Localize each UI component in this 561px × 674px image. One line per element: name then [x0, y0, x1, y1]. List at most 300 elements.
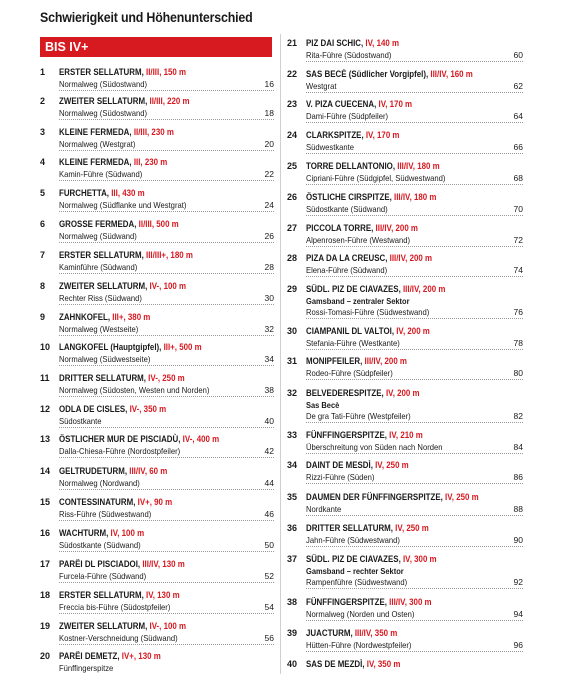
- route-line: [306, 472, 523, 484]
- entry-heading: [59, 96, 248, 108]
- entry-heading: [306, 161, 497, 173]
- grade-height: IV, 140 m: [365, 38, 400, 48]
- separator: ,: [159, 342, 164, 352]
- peak-name: FURCHETTA: [59, 188, 107, 198]
- separator: ,: [389, 192, 395, 202]
- grade-height: III, 230 m: [133, 157, 168, 167]
- route-line: [59, 446, 274, 458]
- page-number: 86: [513, 472, 523, 482]
- route-name: Kostner-Verschneidung (Südwand): [59, 633, 178, 643]
- entry-body: [59, 157, 274, 181]
- route-line: [59, 200, 274, 212]
- entry-heading: [59, 559, 248, 571]
- peak-name: KLEINE FERMEDA: [59, 157, 130, 167]
- separator: ,: [370, 460, 376, 470]
- entry-body: [306, 326, 523, 350]
- entry-number: 7: [40, 250, 46, 260]
- peak-name: ERSTER SELLATURM: [59, 67, 142, 77]
- entry-number: 37: [287, 554, 298, 564]
- page-number: 60: [513, 50, 523, 60]
- route-name: Elena-Führe (Südwand): [306, 265, 388, 275]
- route-name: Alpenrosen-Führe (Westwand): [306, 235, 411, 245]
- page-number: 20: [264, 139, 274, 149]
- peak-name: DAUMEN DER FÜNFFINGERSPITZE: [306, 492, 441, 502]
- peak-name: ÖSTLICHER MUR DE PISCIADÙ: [59, 434, 179, 444]
- page-number: 64: [513, 111, 523, 121]
- column-divider: [280, 34, 281, 674]
- entry-number: 34: [287, 460, 298, 470]
- separator: ,: [440, 492, 446, 502]
- peak-name: CONTESSINATURM: [59, 497, 134, 507]
- entry-heading: [59, 590, 248, 602]
- route-name: Normalweg (Südwand): [59, 231, 137, 241]
- peak-name: SÜDL. PIZ DE CIAVAZES: [306, 284, 399, 294]
- entry-number: 1: [40, 67, 46, 77]
- grade-height: II/III, 500 m: [138, 219, 179, 229]
- separator: ,: [381, 388, 386, 398]
- entry-heading: [59, 528, 248, 540]
- entry-heading: [59, 373, 248, 385]
- entry-number: 12: [40, 404, 51, 414]
- route-line: [306, 235, 523, 247]
- separator: ,: [374, 99, 379, 109]
- entry-number: 30: [287, 326, 298, 336]
- entry-number: 3: [40, 127, 46, 137]
- grade-height: IV-, 250 m: [148, 373, 185, 383]
- entry-body: [59, 312, 274, 336]
- separator: ,: [350, 628, 355, 638]
- route-line: [306, 81, 523, 93]
- peak-name: PICCOLA TORRE: [306, 223, 372, 233]
- entry-heading: [306, 69, 497, 81]
- entry-number: 27: [287, 223, 298, 233]
- page-number: 52: [264, 571, 274, 581]
- peak-name: V. PIZA CUECENA: [306, 99, 375, 109]
- separator: ,: [361, 130, 366, 140]
- entry-body: [306, 597, 523, 621]
- entry-number: 9: [40, 312, 46, 322]
- entry-body: [59, 497, 274, 521]
- page-number: 90: [513, 535, 523, 545]
- route-line: [306, 50, 523, 62]
- route-name: Südostkante: [59, 416, 102, 426]
- peak-name: CIAMPANIL DL VALTOI: [306, 326, 392, 336]
- separator: ,: [385, 253, 390, 263]
- route-name: Normalweg (Südosten, Westen und Norden): [59, 385, 210, 395]
- route-line: [306, 173, 523, 185]
- peak-name: SAS DE MEZDÌ: [306, 659, 363, 669]
- peak-name: MONIPFEILER: [306, 356, 361, 366]
- route-line: [306, 265, 523, 277]
- grade-height: IV, 100 m: [110, 528, 145, 538]
- separator: ,: [106, 528, 111, 538]
- route-line: [59, 478, 274, 490]
- peak-name: ÖSTLICHE CIRSPITZE: [306, 192, 390, 202]
- page-number: 68: [513, 173, 523, 183]
- entry-subtitle: Gamsband – rechter Sektor: [306, 566, 404, 576]
- entry-heading: [59, 434, 248, 446]
- entry-body: [59, 188, 274, 212]
- entry-number: 15: [40, 497, 51, 507]
- entry-body: [306, 356, 523, 380]
- grade-height: IV, 250 m: [445, 492, 479, 502]
- route-name: Fünffingerspitze: [59, 663, 114, 673]
- grade-height: IV, 250 m: [395, 523, 429, 533]
- peak-name: PIZ DAI SCHIC: [306, 38, 362, 48]
- grade-height: III/IV, 180 m: [397, 161, 440, 171]
- separator: ,: [425, 69, 431, 79]
- entry-body: [306, 284, 523, 319]
- entry-body: [306, 192, 523, 216]
- route-line: [306, 307, 523, 319]
- route-name: Hütten-Führe (Nordwestpfeiler): [306, 640, 412, 650]
- entry-number: 40: [287, 659, 298, 669]
- route-name: Rossi-Tomasi-Führe (Südwestwand): [306, 307, 430, 317]
- route-name: Kamin-Führe (Südwand): [59, 169, 143, 179]
- entry-body: [59, 67, 274, 91]
- entry-body: [306, 523, 523, 547]
- route-name: Dami-Führe (Südpfeiler): [306, 111, 389, 121]
- separator: ,: [133, 497, 138, 507]
- grade-height: III/IV, 200 m: [364, 356, 407, 366]
- page-number: 84: [513, 442, 523, 452]
- page-number: 92: [513, 577, 523, 587]
- entry-heading: [306, 460, 497, 472]
- grade-height: IV, 170 m: [378, 99, 413, 109]
- separator: ,: [124, 466, 130, 476]
- page-number: 96: [513, 640, 523, 650]
- entry-body: [59, 559, 274, 583]
- entry-heading: [59, 466, 248, 478]
- route-name: Südostkante (Südwand): [306, 204, 388, 214]
- route-line: [306, 640, 523, 652]
- separator: ,: [145, 281, 150, 291]
- peak-name: SAS BECÈ (Südlicher Vorgipfel): [306, 69, 426, 79]
- route-name: Normalweg (Südostwand): [59, 108, 148, 118]
- route-name: Überschreitung von Süden nach Norden: [306, 442, 443, 452]
- separator: ,: [117, 651, 122, 661]
- entry-body: [306, 554, 523, 589]
- peak-name: ODLA DE CISLES: [59, 404, 126, 414]
- grade-height: III/IV, 200 m: [389, 253, 433, 263]
- entry-number: 10: [40, 342, 51, 352]
- entry-number: 21: [287, 38, 298, 48]
- route-name: Jahn-Führe (Südwestwand): [306, 535, 400, 545]
- separator: ,: [134, 219, 139, 229]
- entry-number: 29: [287, 284, 298, 294]
- page-number: 30: [264, 293, 274, 303]
- separator: ,: [129, 157, 134, 167]
- separator: ,: [141, 590, 146, 600]
- separator: ,: [392, 161, 398, 171]
- entry-body: [59, 434, 274, 458]
- entry-heading: [306, 130, 497, 142]
- peak-name: SÜDL. PIZ DE CIAVAZES: [306, 554, 399, 564]
- route-line: [59, 139, 274, 151]
- route-line: [306, 204, 523, 216]
- entry-heading: [59, 404, 248, 416]
- entry-number: 5: [40, 188, 46, 198]
- page-number: 46: [264, 509, 274, 519]
- grade-height: III/IV, 130 m: [142, 559, 185, 569]
- route-name: Rita-Führe (Südostwand): [306, 50, 392, 60]
- entry-number: 13: [40, 434, 51, 444]
- peak-name: ERSTER SELLATURM: [59, 250, 142, 260]
- entry-body: [306, 99, 523, 123]
- route-name: Westgrat: [306, 81, 337, 91]
- entry-number: 17: [40, 559, 51, 569]
- page-number: 26: [264, 231, 274, 241]
- route-line: [59, 385, 274, 397]
- entry-number: 32: [287, 388, 298, 398]
- route-line: [59, 663, 274, 674]
- peak-name: CLARKSPITZE: [306, 130, 362, 140]
- entry-number: 4: [40, 157, 46, 167]
- entry-body: [59, 528, 274, 552]
- route-name: Normalweg (Westseite): [59, 324, 139, 334]
- route-name: Rampenführe (Südwestwand): [306, 577, 408, 587]
- grade-height: IV, 200 m: [396, 326, 430, 336]
- peak-name: PARËI DEMETZ: [59, 651, 118, 661]
- page-number: 80: [513, 368, 523, 378]
- route-line: [59, 231, 274, 243]
- route-name: Normalweg (Nordwand): [59, 478, 140, 488]
- route-line: [306, 442, 523, 454]
- peak-name: TORRE DELLANTONIO: [306, 161, 393, 171]
- entry-number: 16: [40, 528, 51, 538]
- grade-height: III/IV, 200 m: [402, 284, 446, 294]
- entry-body: [59, 590, 274, 614]
- grade-height: IV, 170 m: [365, 130, 400, 140]
- entry-number: 36: [287, 523, 298, 533]
- peak-name: JUACTURM: [306, 628, 351, 638]
- entry-heading: [59, 651, 248, 663]
- grade-height: IV, 210 m: [389, 430, 423, 440]
- peak-name: GELTRUDETURM: [59, 466, 125, 476]
- entry-body: [59, 281, 274, 305]
- route-name: Riss-Führe (Südwestwand): [59, 509, 152, 519]
- separator: ,: [137, 559, 143, 569]
- entry-number: 18: [40, 590, 51, 600]
- grade-height: III+, 380 m: [112, 312, 151, 322]
- entry-body: [306, 130, 523, 154]
- separator: ,: [141, 250, 146, 260]
- entry-number: 23: [287, 99, 298, 109]
- peak-name: ZAHNKOFEL: [59, 312, 108, 322]
- peak-name: DAINT DE MESDÌ: [306, 460, 371, 470]
- route-line: [59, 293, 274, 305]
- entry-heading: [306, 659, 497, 671]
- peak-name: ZWEITER SELLATURM: [59, 281, 146, 291]
- separator: ,: [384, 430, 390, 440]
- route-name: Rodeo-Führe (Südpfeiler): [306, 368, 393, 378]
- entry-heading: [306, 492, 497, 504]
- peak-name: LANGKOFEL (Hauptgipfel): [59, 342, 160, 352]
- entry-heading: [59, 342, 248, 354]
- grade-height: IV-, 400 m: [182, 434, 220, 444]
- route-name: De gra Tati-Führe (Westpfeiler): [306, 411, 411, 421]
- separator: ,: [384, 597, 390, 607]
- peak-name: KLEINE FERMEDA: [59, 127, 130, 137]
- page-number: 16: [264, 79, 274, 89]
- grade-height: IV+, 130 m: [121, 651, 161, 661]
- page-number: 34: [264, 354, 274, 364]
- route-name: Kaminführe (Südwand): [59, 262, 138, 272]
- route-line: [59, 633, 274, 645]
- peak-name: PARËI DL PISCIADOI: [59, 559, 138, 569]
- route-name: Normalweg (Südwestseite): [59, 354, 151, 364]
- entry-heading: [59, 497, 248, 509]
- route-name: Normalweg (Westgrat): [59, 139, 136, 149]
- page-number: 18: [264, 108, 274, 118]
- route-name: Normalweg (Südflanke und Westgrat): [59, 200, 187, 210]
- entry-body: [306, 161, 523, 185]
- route-line: [306, 535, 523, 547]
- route-line: [59, 108, 274, 120]
- page-number: 32: [264, 324, 274, 334]
- separator: ,: [145, 621, 150, 631]
- grade-height: III/IV, 60 m: [129, 466, 168, 476]
- entry-body: [306, 38, 523, 62]
- entry-heading: [59, 312, 248, 324]
- entry-heading: [306, 99, 497, 111]
- route-line: [306, 142, 523, 154]
- entry-heading: [59, 157, 248, 169]
- route-name: Nordkante: [306, 504, 342, 514]
- peak-name: ZWEITER SELLATURM: [59, 621, 146, 631]
- page-title: Schwierigkeit und Höhenunterschied: [40, 10, 253, 25]
- grade-height: IV, 350 m: [366, 659, 401, 669]
- route-line: [306, 577, 523, 589]
- grade-height: III/IV, 160 m: [430, 69, 473, 79]
- route-name: Rechter Riss (Südwand): [59, 293, 142, 303]
- page-number: 78: [513, 338, 523, 348]
- grade-height: III/IV, 300 m: [389, 597, 432, 607]
- entry-number: 8: [40, 281, 46, 291]
- separator: ,: [360, 356, 365, 366]
- entry-number: 33: [287, 430, 298, 440]
- page-number: 88: [513, 504, 523, 514]
- page-number: 54: [264, 602, 274, 612]
- page-number: 38: [264, 385, 274, 395]
- entry-heading: [306, 284, 497, 296]
- entry-body: [306, 253, 523, 277]
- entry-heading: [306, 388, 497, 400]
- entry-number: 35: [287, 492, 298, 502]
- page-number: 40: [264, 416, 274, 426]
- route-line: [306, 609, 523, 621]
- separator: ,: [361, 38, 366, 48]
- peak-name: BELVEDERESPITZE: [306, 388, 382, 398]
- entry-body: [306, 460, 523, 484]
- route-name: Furcela-Führe (Südwand): [59, 571, 147, 581]
- page-number: 42: [264, 446, 274, 456]
- separator: ,: [141, 67, 146, 77]
- entry-body: [59, 342, 274, 366]
- entry-number: 20: [40, 651, 51, 661]
- entry-body: [59, 96, 274, 120]
- grade-height: IV-, 100 m: [149, 621, 187, 631]
- entry-heading: [59, 250, 248, 262]
- page-number: 72: [513, 235, 523, 245]
- page-number: 82: [513, 411, 523, 421]
- peak-name: WACHTURM: [59, 528, 107, 538]
- entry-number: 28: [287, 253, 298, 263]
- route-name: Cipriani-Führe (Südgipfel, Südwestwand): [306, 173, 446, 183]
- grade-height: II/III, 150 m: [145, 67, 187, 77]
- separator: ,: [143, 373, 149, 383]
- grade-height: III/IV, 180 m: [394, 192, 437, 202]
- route-name: Rizzi-Führe (Süden): [306, 472, 375, 482]
- entry-body: [306, 223, 523, 247]
- entry-number: 31: [287, 356, 298, 366]
- entry-body: [59, 127, 274, 151]
- route-line: [306, 504, 523, 516]
- entry-heading: [59, 127, 248, 139]
- separator: ,: [145, 96, 150, 106]
- page-number: 24: [264, 200, 274, 210]
- route-line: [59, 540, 274, 552]
- route-line: [59, 416, 274, 428]
- route-name: Freccia bis-Führe (Südostpfeiler): [59, 602, 171, 612]
- entry-heading: [306, 356, 497, 368]
- page-number: 62: [513, 81, 523, 91]
- grade-height: II/III, 230 m: [133, 127, 174, 137]
- entry-number: 2: [40, 96, 46, 106]
- separator: ,: [391, 326, 397, 336]
- entry-heading: [59, 67, 248, 79]
- grade-height: IV+, 90 m: [137, 497, 173, 507]
- section-header: BIS IV+: [40, 37, 272, 57]
- entry-heading: [306, 430, 497, 442]
- page-number: 50: [264, 540, 274, 550]
- route-line: [59, 509, 274, 521]
- entry-body: [59, 404, 274, 428]
- entry-subtitle: Gamsband – zentraler Sektor: [306, 296, 410, 306]
- entry-number: 6: [40, 219, 46, 229]
- route-line: [59, 354, 274, 366]
- entry-body: [306, 69, 523, 93]
- route-line: [306, 111, 523, 123]
- entry-number: 24: [287, 130, 298, 140]
- entry-number: 11: [40, 373, 50, 383]
- separator: ,: [398, 284, 403, 294]
- entry-number: 26: [287, 192, 298, 202]
- route-name: Südostkante (Südwand): [59, 540, 141, 550]
- route-line: [59, 262, 274, 274]
- separator: ,: [107, 312, 113, 322]
- grade-height: IV, 200 m: [385, 388, 420, 398]
- grade-height: III+, 500 m: [163, 342, 202, 352]
- entry-number: 14: [40, 466, 51, 476]
- separator: ,: [106, 188, 112, 198]
- separator: ,: [398, 554, 403, 564]
- entry-body: [59, 373, 274, 397]
- entry-body: [306, 430, 523, 454]
- entry-number: 38: [287, 597, 298, 607]
- entry-body: [306, 628, 523, 652]
- page-number: 94: [513, 609, 523, 619]
- entry-heading: [306, 38, 497, 50]
- entry-body: [306, 388, 523, 423]
- route-line: [59, 602, 274, 614]
- separator: ,: [362, 659, 367, 669]
- entry-heading: [306, 253, 497, 265]
- entry-body: [59, 651, 274, 674]
- peak-name: ERSTER SELLATURM: [59, 590, 142, 600]
- entry-heading: [306, 554, 497, 566]
- grade-height: IV-, 350 m: [129, 404, 167, 414]
